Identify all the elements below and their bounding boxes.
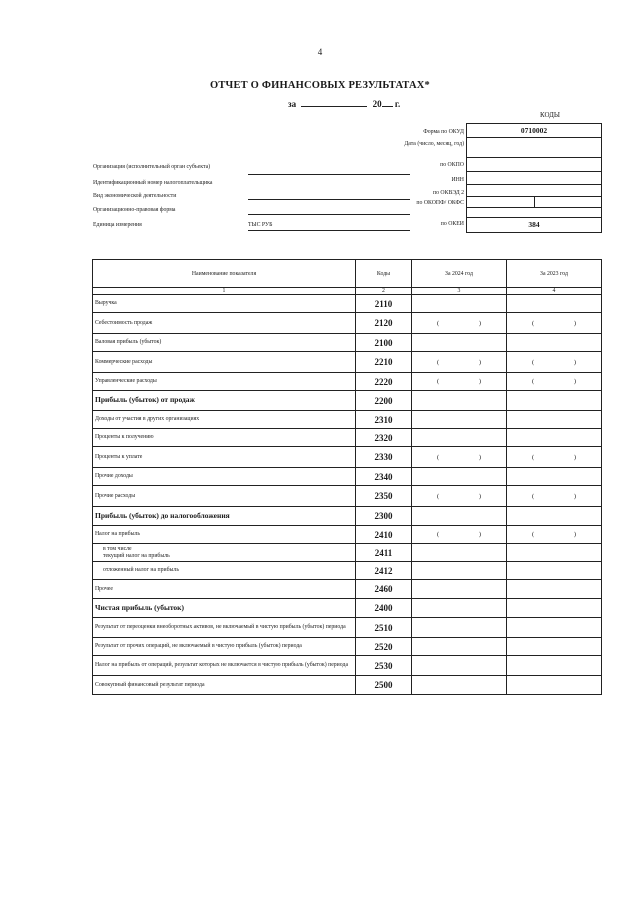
header-name: Наименование показателя [93, 260, 356, 288]
close-paren: ) [573, 378, 576, 385]
okopf-label: по ОКОПФ/ ОКФС [416, 200, 464, 206]
row-name: Коммерческие расходы [93, 352, 356, 373]
col-number: 1 [93, 288, 356, 295]
page-number: 4 [317, 47, 323, 57]
okei-value[interactable]: 384 [528, 220, 540, 229]
negative-value-brackets [532, 359, 576, 366]
table-row [93, 391, 602, 411]
value-2024-cell[interactable] [412, 544, 507, 562]
row-name-line: текущий налог на прибыль [103, 552, 170, 559]
row-code: 2120 [356, 313, 412, 334]
value-2023-cell[interactable] [507, 429, 602, 447]
col-number: 4 [507, 288, 602, 295]
table-row [93, 411, 602, 429]
open-paren: ( [532, 492, 535, 500]
row-code: 2300 [356, 507, 412, 526]
value-2024-cell[interactable] [412, 599, 507, 618]
negative-value-brackets [532, 378, 576, 385]
tin-label: Идентификационный номер налогоплательщика [93, 180, 213, 186]
period-year-prefix: 20 [372, 99, 382, 109]
value-2023-cell[interactable] [507, 656, 602, 676]
row-code: 2412 [356, 562, 412, 580]
negative-value-brackets [437, 531, 481, 538]
value-2023-cell[interactable] [507, 544, 602, 562]
unit-label: Единица измерения [93, 222, 142, 228]
value-2023-cell[interactable] [507, 352, 602, 373]
table-row [93, 526, 602, 544]
value-2023-cell[interactable] [507, 580, 602, 599]
value-2023-cell[interactable] [507, 391, 602, 411]
date-label: Дата (число, месяц, год) [404, 141, 464, 147]
row-name: Выручка [93, 295, 356, 313]
value-2023-cell[interactable] [507, 486, 602, 507]
header-2023: За 2023 год [507, 260, 602, 288]
row-code: 2520 [356, 638, 412, 656]
value-2023-cell[interactable] [507, 618, 602, 638]
value-2024-cell[interactable] [412, 486, 507, 507]
table-row [93, 486, 602, 507]
unit-value: ТЫС РУБ [248, 222, 273, 228]
open-paren: ( [437, 358, 440, 366]
row-name-line: в том числе [103, 546, 132, 552]
inn-label: ИНН [451, 177, 464, 183]
table-row [93, 618, 602, 638]
value-2024-cell[interactable] [412, 391, 507, 411]
unit-field-line [248, 230, 410, 231]
row-code: 2500 [356, 676, 412, 695]
negative-value-brackets [532, 531, 576, 538]
value-2024-cell[interactable] [412, 373, 507, 391]
row-name: Проценты к уплате [93, 447, 356, 468]
okved-label: по ОКВЭД 2 [432, 190, 464, 196]
table-row [93, 295, 602, 313]
row-code: 2310 [356, 411, 412, 429]
open-paren: ( [437, 453, 440, 461]
value-2024-cell[interactable] [412, 447, 507, 468]
row-name: Налог на прибыль [93, 526, 356, 544]
table-row [93, 468, 602, 486]
row-name: Себестоимость продаж [93, 313, 356, 334]
okud-value[interactable]: 0710002 [467, 124, 601, 138]
value-2024-cell[interactable] [412, 295, 507, 313]
value-2023-cell[interactable] [507, 313, 602, 334]
row-name: Совокупный финансовый результат периода [93, 676, 356, 695]
row-name: Прочие доходы [93, 468, 356, 486]
value-2023-cell[interactable] [507, 562, 602, 580]
value-2024-cell[interactable] [412, 638, 507, 656]
table-row [93, 656, 602, 676]
okved-value[interactable] [467, 185, 601, 197]
activity-field[interactable] [248, 199, 410, 200]
row-name: Валовая прибыль (убыток) [93, 334, 356, 352]
row-code: 2100 [356, 334, 412, 352]
row-name [93, 544, 356, 562]
activity-label: Вид экономической деятельности [93, 193, 177, 199]
negative-value-brackets [532, 320, 576, 327]
row-code: 2210 [356, 352, 412, 373]
negative-value-brackets [437, 378, 481, 385]
value-2023-cell[interactable] [507, 295, 602, 313]
spacer-cell [467, 208, 601, 218]
report-title: ОТЧЕТ О ФИНАНСОВЫХ РЕЗУЛЬТАТАХ* [209, 80, 431, 91]
open-paren: ( [437, 531, 440, 538]
period-prefix: за [288, 99, 297, 109]
value-2024-cell[interactable] [412, 468, 507, 486]
value-2023-cell[interactable] [507, 638, 602, 656]
table-row [93, 676, 602, 695]
table-row [93, 507, 602, 526]
row-code: 2530 [356, 656, 412, 676]
close-paren: ) [478, 358, 481, 366]
table-header-row [93, 260, 602, 288]
negative-value-brackets [437, 493, 481, 500]
row-name: Прибыль (убыток) от продаж [93, 391, 356, 411]
value-2023-cell[interactable] [507, 599, 602, 618]
value-2024-cell[interactable] [412, 656, 507, 676]
open-paren: ( [437, 319, 440, 327]
row-code: 2200 [356, 391, 412, 411]
row-name: Налог на прибыль от операций, результат которых не включается в чистую прибыль (убыток) периода [93, 656, 356, 676]
financial-results-table [92, 259, 602, 695]
close-paren: ) [573, 492, 576, 500]
close-paren: ) [478, 531, 481, 538]
close-paren: ) [478, 319, 481, 327]
value-2023-cell[interactable] [507, 334, 602, 352]
negative-value-brackets [532, 454, 576, 461]
row-name: Доходы от участия в других организациях [93, 411, 356, 429]
negative-value-brackets [532, 493, 576, 500]
period-suffix: г. [394, 99, 401, 109]
negative-value-brackets [437, 359, 481, 366]
value-2024-cell[interactable] [412, 313, 507, 334]
column-numbers-row [93, 288, 602, 295]
row-code: 2400 [356, 599, 412, 618]
row-code: 2320 [356, 429, 412, 447]
okopf-okfs-row [467, 197, 601, 208]
row-name: Результат от переоценки внеоборотных активов, не включаемый в чистую прибыль (убыток) периода [93, 618, 356, 638]
negative-value-brackets [437, 320, 481, 327]
row-code: 2350 [356, 486, 412, 507]
table-row [93, 373, 602, 391]
table-row [93, 313, 602, 334]
value-2023-cell[interactable] [507, 373, 602, 391]
value-2023-cell[interactable] [507, 468, 602, 486]
value-2023-cell[interactable] [507, 411, 602, 429]
organization-field[interactable] [248, 174, 410, 175]
period-date-field[interactable] [301, 97, 367, 107]
organization-label: Организация (исполнительный орган субъекта) [93, 164, 211, 170]
okud-label: Форма по ОКУД [423, 129, 464, 135]
value-2023-cell[interactable] [507, 507, 602, 526]
open-paren: ( [437, 378, 440, 385]
close-paren: ) [573, 453, 576, 461]
row-code: 2110 [356, 295, 412, 313]
codes-header: КОДЫ [539, 111, 561, 119]
table-row [93, 447, 602, 468]
value-2023-cell[interactable] [507, 447, 602, 468]
value-2024-cell[interactable] [412, 429, 507, 447]
row-code: 2330 [356, 447, 412, 468]
open-paren: ( [532, 531, 535, 538]
close-paren: ) [573, 531, 576, 538]
row-code: 2411 [356, 544, 412, 562]
close-paren: ) [478, 378, 481, 385]
inn-value[interactable] [467, 172, 601, 185]
row-name: Управленческие расходы [93, 373, 356, 391]
header-2024: За 2024 год [412, 260, 507, 288]
legal-form-field[interactable] [248, 214, 410, 215]
col-number: 2 [356, 288, 412, 295]
value-2024-cell[interactable] [412, 526, 507, 544]
codes-box [466, 123, 602, 233]
table-row [93, 599, 602, 618]
report-period [288, 97, 400, 109]
row-code: 2410 [356, 526, 412, 544]
close-paren: ) [573, 319, 576, 327]
legal-form-label: Организационно-правовая форма [93, 207, 176, 213]
table-row [93, 429, 602, 447]
close-paren: ) [478, 492, 481, 500]
value-2024-cell[interactable] [412, 352, 507, 373]
table-row [93, 562, 602, 580]
value-2024-cell[interactable] [412, 411, 507, 429]
value-2023-cell[interactable] [507, 676, 602, 695]
value-2024-cell[interactable] [412, 507, 507, 526]
okpo-value[interactable] [467, 158, 601, 172]
row-name: Чистая прибыль (убыток) [93, 599, 356, 618]
open-paren: ( [532, 378, 535, 385]
open-paren: ( [437, 492, 440, 500]
date-value[interactable] [467, 138, 601, 158]
row-code: 2220 [356, 373, 412, 391]
okei-label: по ОКЕИ [440, 221, 464, 227]
period-year-field[interactable] [382, 97, 393, 107]
value-2023-cell[interactable] [507, 526, 602, 544]
row-name: Прибыль (убыток) до налогообложения [93, 507, 356, 526]
close-paren: ) [478, 453, 481, 461]
row-name: Результат от прочих операций, не включаемый в чистую прибыль (убыток) периода [93, 638, 356, 656]
open-paren: ( [532, 319, 535, 327]
value-2024-cell[interactable] [412, 676, 507, 695]
value-2024-cell[interactable] [412, 334, 507, 352]
row-code: 2510 [356, 618, 412, 638]
table-row [93, 544, 602, 562]
table-row [93, 352, 602, 373]
close-paren: ) [573, 358, 576, 366]
open-paren: ( [532, 358, 535, 366]
col-number: 3 [412, 288, 507, 295]
row-name: отложенный налог на прибыль [93, 562, 356, 580]
table-row [93, 580, 602, 599]
okopf-value[interactable] [467, 197, 535, 207]
row-name: Проценты к получению [93, 429, 356, 447]
row-name: Прочие расходы [93, 486, 356, 507]
negative-value-brackets [437, 454, 481, 461]
table-row [93, 638, 602, 656]
open-paren: ( [532, 453, 535, 461]
okpo-label: по ОКПО [440, 162, 464, 168]
row-name: Прочее [93, 580, 356, 599]
value-2024-cell[interactable] [412, 618, 507, 638]
value-2024-cell[interactable] [412, 562, 507, 580]
okfs-value[interactable] [535, 197, 602, 207]
row-code: 2340 [356, 468, 412, 486]
value-2024-cell[interactable] [412, 580, 507, 599]
table-row [93, 334, 602, 352]
row-code: 2460 [356, 580, 412, 599]
header-code: Коды [356, 260, 412, 288]
